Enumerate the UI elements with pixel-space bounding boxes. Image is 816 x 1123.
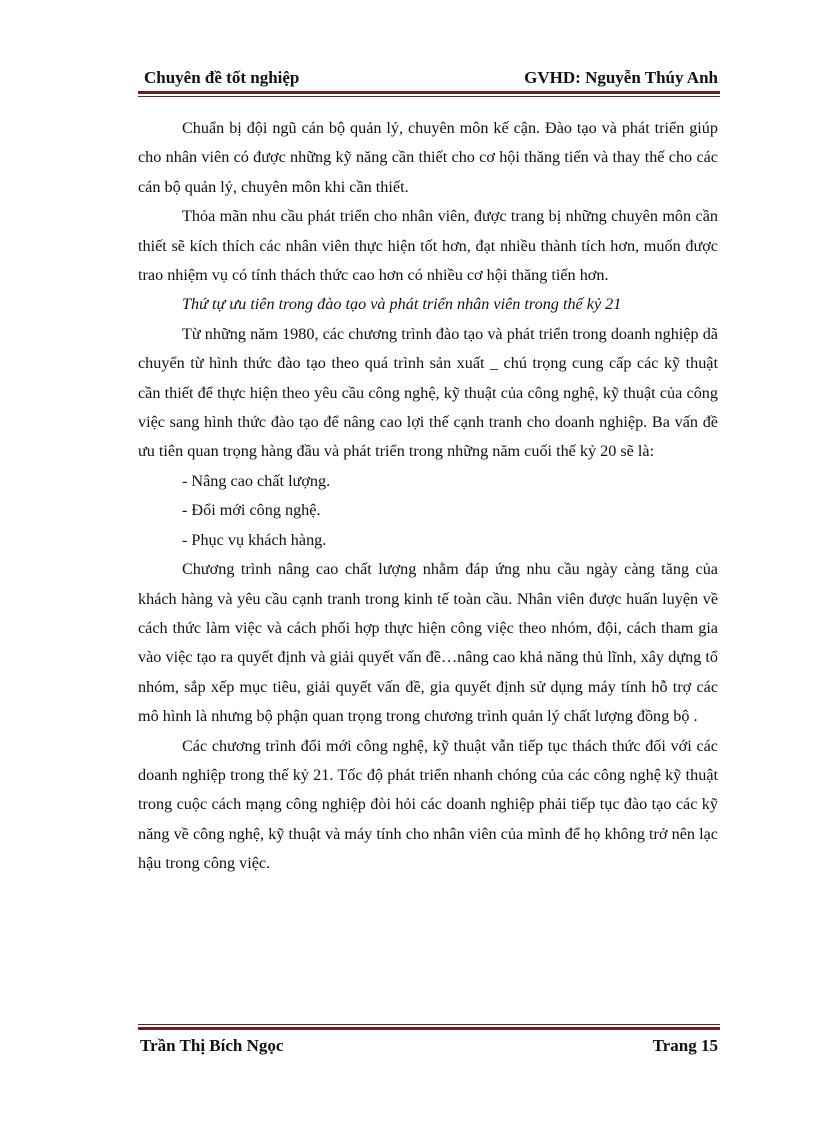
- paragraph: Chuẩn bị đội ngũ cán bộ quản lý, chuyên môn kế cận. Đào tạo và phát triển giúp cho nhân viên có được những kỹ năng cần thiết cho cơ hội thăng tiến và thay thế cho các cán bộ quản lý, chuyên môn khi cần thiết.: [138, 119, 718, 196]
- section-heading: Thứ tự ưu tiên trong đào tạo và phát triển nhân viên trong thế kỷ 21: [182, 295, 622, 314]
- footer-page-number: Trang 15: [652, 1036, 718, 1055]
- header-rule-thick: [138, 91, 720, 94]
- page-footer: [140, 1036, 718, 1060]
- header-rule-thin: [138, 96, 720, 97]
- list-item: - Nâng cao chất lượng.: [182, 471, 331, 490]
- list-item: - Đổi mới công nghệ.: [182, 501, 321, 520]
- document-body: [138, 114, 718, 879]
- footer-rule-thick: [138, 1027, 720, 1030]
- paragraph: Thỏa mãn nhu cầu phát triển cho nhân viên, được trang bị những chuyên môn cần thiết sẽ kích thích các nhân viên thực hiện tốt hơn, đạt nhiều thành tích hơn, muốn được trao nhiệm vụ có tính thách thức cao hơn có nhiều cơ hội thăng tiến hơn.: [138, 207, 718, 285]
- list-item: - Phục vụ khách hàng.: [182, 530, 327, 549]
- paragraph: Các chương trình đổi mới công nghệ, kỹ thuật vẫn tiếp tục thách thức đối với các doanh nghiệp trong thế kỷ 21. Tốc độ phát triển nhanh chóng của các công nghệ kỹ thuật trong cuộc cách mạng công nghiệp đòi hỏi các doanh nghiệp phải tiếp tục đào tạo các kỹ năng về công nghệ, kỹ thuật và máy tính cho nhân viên của mình để họ không trở nên lạc hậu trong công việc.: [138, 736, 718, 873]
- page-header: [140, 66, 718, 90]
- header-supervisor: GVHD: Nguyễn Thúy Anh: [524, 68, 718, 87]
- footer-author: Trần Thị Bích Ngọc: [140, 1036, 284, 1055]
- footer-rule-thin: [138, 1024, 720, 1025]
- paragraph: Từ những năm 1980, các chương trình đào tạo và phát triển trong doanh nghiệp dã chuyển từ hình thức đào tạo theo quá trình sản xuất _ chú trọng cung cấp các kỹ thuật cần thiết để thực hiện theo yêu cầu công nghệ, kỹ thuật của công nghệ, kỹ thuật của công việc sang hình thức đào tạo để nâng cao lợi thế cạnh tranh cho doanh nghiệp. Ba vấn đề ưu tiên quan trọng hàng đầu và phát triển trong những năm cuối thế kỷ 20 sẽ là:: [138, 324, 718, 461]
- header-document-title: Chuyên đề tốt nghiệp: [144, 68, 300, 87]
- paragraph: Chương trình nâng cao chất lượng nhằm đáp ứng nhu cầu ngày càng tăng của khách hàng và yêu cầu cạnh tranh trong kinh tế toàn cầu. Nhân viên được huấn luyện về cách thức làm việc và cách phối hợp thực hiện công việc theo nhóm, đội, cách tham gia vào việc tạo ra quyết định và giải quyết vấn đề…nâng cao khả năng thủ lĩnh, xây dựng tổ nhóm, sắp xếp mục tiêu, giải quyết vấn đề, gia quyết định sử dụng máy tính hỗ trợ các mô hình là nhưng bộ phận quan trọng trong chương trình quản lý chất lượng đồng bộ .: [138, 560, 718, 726]
